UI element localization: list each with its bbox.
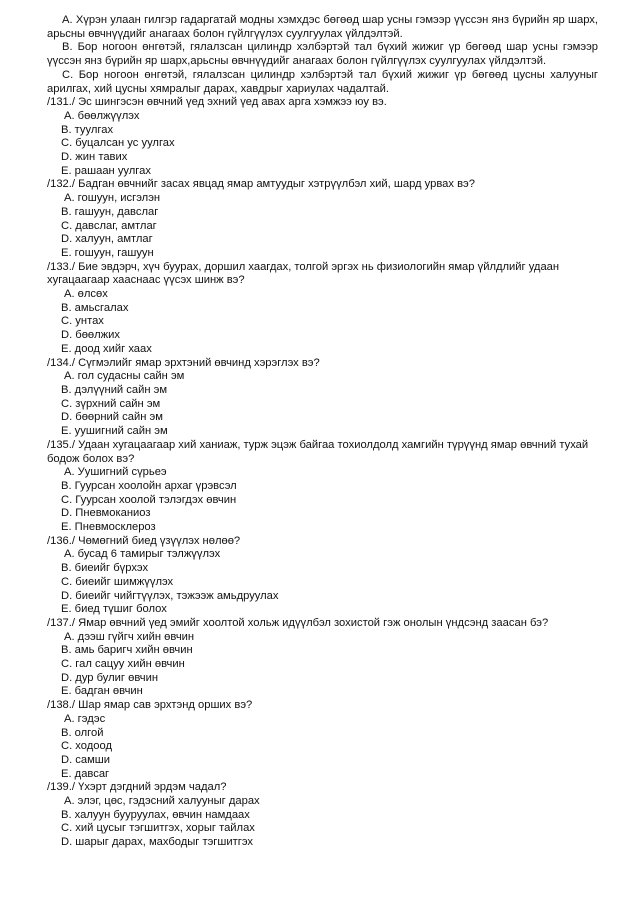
answer-option: E. гошуун, гашуун bbox=[61, 246, 154, 259]
answer-option: D. дур булиг өвчин bbox=[61, 671, 159, 684]
answer-option: B. Гуурсан хоолойн архаг үрэвсэл bbox=[61, 479, 237, 492]
answer-option: E. доод хийг хаах bbox=[61, 342, 152, 355]
question-text bbox=[47, 535, 598, 549]
answer-option: A. гол судасны сайн эм bbox=[64, 370, 185, 383]
question-stem: Ямар өвчний үед эмийг хоолтой хольж идүүлбэл зохистой гэж онолын үндсэнд заасан бэ? bbox=[78, 616, 549, 629]
question-text bbox=[47, 617, 598, 631]
answer-option: D. жин тавих bbox=[61, 151, 128, 164]
answer-option: C. давслаг, амтлаг bbox=[61, 219, 157, 232]
question-block bbox=[47, 357, 598, 439]
question-number: /139./ bbox=[47, 781, 75, 794]
answer-option: D. халуун, амтлаг bbox=[61, 233, 153, 246]
answer-option: C. ходоод bbox=[61, 740, 112, 753]
answer-option: E. уушигний сайн эм bbox=[61, 425, 168, 438]
answer-option: E. давсаг bbox=[61, 767, 110, 780]
answer-option: E. рашаан уулгах bbox=[61, 164, 151, 177]
question-block bbox=[47, 178, 598, 260]
question-stem: Сүгмэлийг ямар эрхтэний өвчинд хэрэглэх вэ? bbox=[78, 356, 320, 369]
answer-option: B. туулгах bbox=[61, 123, 114, 136]
question-number: /132./ bbox=[47, 178, 75, 191]
question-number: /131./ bbox=[47, 96, 75, 109]
question-block bbox=[47, 261, 598, 357]
question-stem: Бие эвдэрч, хүч буурах, доршил хаагдах, толгой эргэх нь физиологийн ямар үйлдлийг удаан хугацаагаар хааснаас үүсэх шинж вэ? bbox=[47, 260, 560, 287]
answer-option: A. гэдэс bbox=[64, 712, 106, 725]
answer-option: C. унтах bbox=[61, 315, 104, 328]
answer-option: D. шарыг дарах, махбодыг тэгшитгэх bbox=[61, 836, 253, 849]
answer-option: B. дэлүүний сайн эм bbox=[61, 383, 168, 396]
question-block bbox=[47, 781, 598, 850]
question-text bbox=[47, 261, 598, 288]
answer-option: C. Гуурсан хоолой тэлэгдэх өвчин bbox=[61, 493, 237, 506]
question-stem: Эс шингэсэн өвчний үед эхний үед авах арга хэмжээ юу вэ. bbox=[78, 96, 387, 109]
answer-option: D. бөөлжих bbox=[61, 329, 121, 342]
answer-option: D. Пневмоканиоз bbox=[61, 507, 151, 520]
question-text bbox=[47, 699, 598, 713]
question-block bbox=[47, 535, 598, 617]
question-stem: Бадган өвчнийг засах явцад ямар амтуудыг хэтрүүлбэл хий, шард урвах вэ? bbox=[78, 178, 475, 191]
question-number: /138./ bbox=[47, 699, 75, 712]
question-text bbox=[47, 178, 598, 192]
answer-option: C. хий цусыг тэгшитгэх, хорыг тайлах bbox=[61, 822, 255, 835]
intro-block bbox=[47, 14, 598, 96]
question-block bbox=[47, 617, 598, 699]
question-stem: Удаан хугацаагаар хий ханиаж, турж эцэж байгаа тохиолдолд хамгийн түрүүнд ямар өвчний тухай бодож болох вэ? bbox=[47, 438, 589, 465]
intro-option-b: B. Бор ногоон өнгөтэй, гялалзсан цилиндр хэлбэртэй тал бүхий жижиг үр бөгөөд шар усны гэмээр үүссэн янз бүрийн яр шарх,арьсны өвчнүүдийг анагаах болон гүйлгүүлэх суулгуулах үйлдэлтэй. bbox=[47, 41, 598, 68]
question-text bbox=[47, 439, 598, 466]
answer-option: C. зүрхний сайн эм bbox=[61, 397, 161, 410]
answer-option: B. амь баригч хийн өвчин bbox=[61, 644, 193, 657]
question-stem: Чөмөгний биед үзүүлэх нөлөө? bbox=[78, 534, 241, 547]
answer-option: A. бөөлжүүлэх bbox=[64, 109, 140, 122]
intro-option-a: A. Хүрэн улаан гилгэр гадаргатай модны хэмхдэс бөгөөд шар усны гэмээр үүссэн янз бүрийн яр шарх, арьсны өвчнүүдийг анагаах болон гүйлгүүлэх суулгуулах үйлдэлтэй. bbox=[47, 14, 598, 40]
question-number: /136./ bbox=[47, 534, 75, 547]
answer-option: A. Уушигний сүрьеэ bbox=[64, 466, 167, 479]
answer-option: A. дээш гүйгч хийн өвчин bbox=[64, 630, 195, 643]
answer-option: B. гашуун, давслаг bbox=[61, 205, 159, 218]
answer-option: B. биеийг бүрхэх bbox=[61, 562, 149, 575]
answer-option: D. бөөрний сайн эм bbox=[61, 411, 163, 424]
answer-option: A. бусад 6 тамирыг тэлжүүлэх bbox=[64, 548, 221, 561]
question-block bbox=[47, 96, 598, 178]
question-block bbox=[47, 439, 598, 535]
answer-option: D. биеийг чийгтүүлэх, тэжээж амьдруулах bbox=[61, 589, 279, 602]
answer-option: E. бадган өвчин bbox=[61, 685, 143, 698]
answer-option: C. гал сацуу хийн өвчин bbox=[61, 658, 185, 671]
answer-option: C. буцалсан ус уулгах bbox=[61, 137, 175, 150]
question-number: /134./ bbox=[47, 356, 75, 369]
answer-option: C. биеийг шимжүүлэх bbox=[61, 575, 174, 588]
answer-option: E. биед түшиг болох bbox=[61, 603, 167, 616]
answer-option: D. самши bbox=[61, 753, 111, 766]
question-text bbox=[47, 96, 598, 110]
question-block bbox=[47, 699, 598, 781]
question-number: /137./ bbox=[47, 616, 75, 629]
question-number: /133./ bbox=[47, 260, 75, 273]
question-stem: Шар ямар сав эрхтэнд орших вэ? bbox=[78, 699, 253, 712]
question-list bbox=[47, 96, 598, 850]
answer-option: E. Пневмосклероз bbox=[61, 521, 156, 534]
answer-option: A. өлсөх bbox=[64, 288, 108, 301]
question-number: /135./ bbox=[47, 438, 75, 451]
answer-option: A. элэг, цөс, гэдэсний халууныг дарах bbox=[64, 795, 260, 808]
question-text bbox=[47, 781, 598, 795]
answer-option: B. халуун бууруулах, өвчин намдаах bbox=[61, 808, 250, 821]
question-text bbox=[47, 357, 598, 371]
intro-option-c: C. Бор ногоон өнгөтэй, гялалзсан цилиндр хэлбэртэй тал бүхий жижиг үр бөгөөд цусны халууныг арилгах, хий цусны хямралыг дарах, хавдрыг хариулах чадалтай. bbox=[47, 68, 598, 95]
answer-option: A. гошуун, исгэлэн bbox=[64, 192, 161, 205]
question-stem: Үхэрт дэгдний эрдэм чадал? bbox=[78, 781, 227, 794]
answer-option: B. амьсгалах bbox=[61, 301, 129, 314]
answer-option: B. олгой bbox=[61, 726, 104, 739]
